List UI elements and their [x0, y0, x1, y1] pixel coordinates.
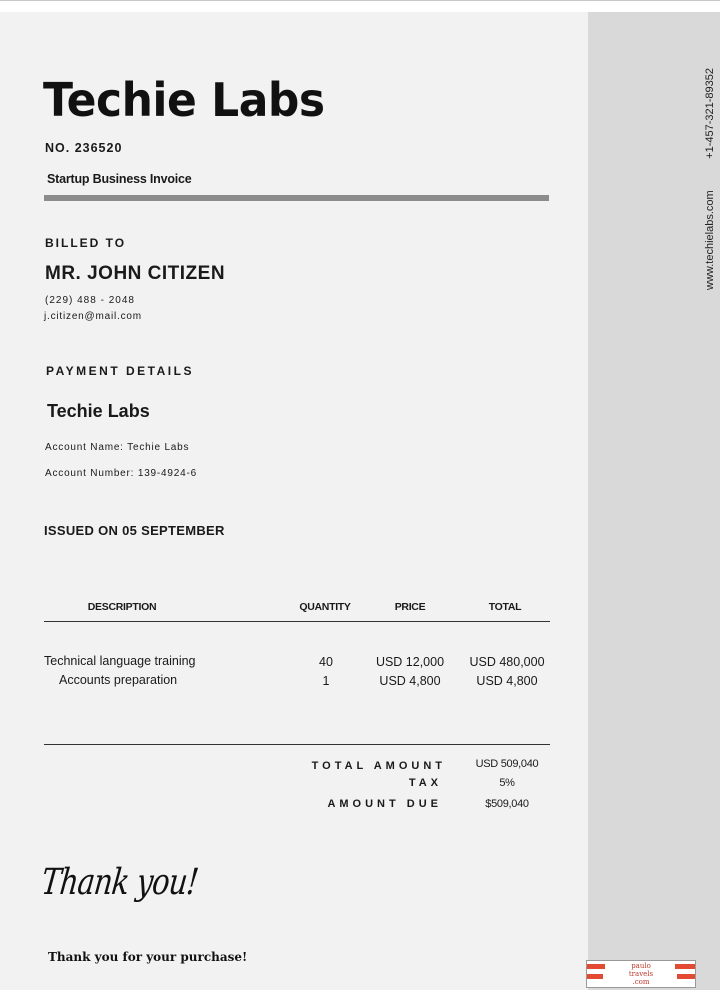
- total-amount-label: TOTAL AMOUNT: [311, 760, 446, 772]
- thank-you-signature: Thank you!: [39, 862, 200, 903]
- watermark-stripe: [587, 974, 603, 979]
- issued-date: ISSUED ON 05 SEPTEMBER: [44, 523, 225, 538]
- payment-company: Techie Labs: [47, 401, 150, 421]
- header-divider: [44, 195, 549, 201]
- client-name: MR. JOHN CITIZEN: [45, 263, 226, 284]
- row-description: Accounts preparation: [59, 673, 178, 687]
- thank-you-message: Thank you for your purchase!: [48, 950, 248, 964]
- header-total: TOTAL: [488, 601, 522, 613]
- watermark-stripe: [677, 974, 695, 979]
- row-quantity: 1: [322, 674, 330, 688]
- tax-value: 5%: [499, 777, 515, 789]
- header-quantity: QUANTITY: [299, 601, 351, 613]
- billed-to-label: BILLED TO: [45, 236, 127, 250]
- header-price: PRICE: [394, 601, 426, 613]
- watermark-stripe: [675, 964, 695, 969]
- sidebar-website[interactable]: www.techielabs.com: [704, 190, 716, 290]
- account-number: Account Number: 139-4924-6: [45, 468, 197, 479]
- watermark-text: [605, 962, 677, 986]
- watermark-line: travels: [628, 970, 654, 978]
- header-description: DESCRIPTION: [87, 601, 157, 613]
- sidebar-phone: +1-457-321-89352: [704, 68, 716, 159]
- sidebar-contact: [704, 68, 716, 290]
- total-amount-value: USD 509,040: [475, 758, 539, 770]
- invoice-number: NO. 236520: [45, 141, 123, 155]
- watermark-line: paulo: [631, 962, 651, 970]
- invoice-page: [0, 12, 588, 990]
- brand-logo: Techie Labs: [43, 74, 325, 128]
- row-total: USD 480,000: [469, 655, 545, 669]
- invoice-type: Startup Business Invoice: [47, 172, 192, 186]
- row-description: Technical language training: [44, 654, 196, 668]
- top-border: [0, 0, 720, 1]
- watermark-logo: [586, 960, 696, 988]
- row-price: USD 4,800: [379, 674, 441, 688]
- watermark-line: .com: [632, 978, 650, 986]
- row-quantity: 40: [319, 655, 333, 669]
- client-phone: (229) 488 - 2048: [45, 295, 135, 306]
- payment-details-label: PAYMENT DETAILS: [46, 364, 194, 378]
- totals-divider: [44, 744, 550, 745]
- account-name: Account Name: Techie Labs: [45, 442, 190, 453]
- client-email[interactable]: j.citizen@mail.com: [44, 311, 142, 322]
- table-header-divider: [44, 621, 550, 622]
- tax-label: TAX: [408, 777, 442, 789]
- watermark-stripe: [587, 964, 605, 969]
- row-price: USD 12,000: [375, 655, 445, 669]
- amount-due-label: AMOUNT DUE: [327, 798, 442, 810]
- sidebar-panel: [588, 12, 720, 990]
- row-total: USD 4,800: [476, 674, 538, 688]
- amount-due-value: $509,040: [485, 798, 529, 810]
